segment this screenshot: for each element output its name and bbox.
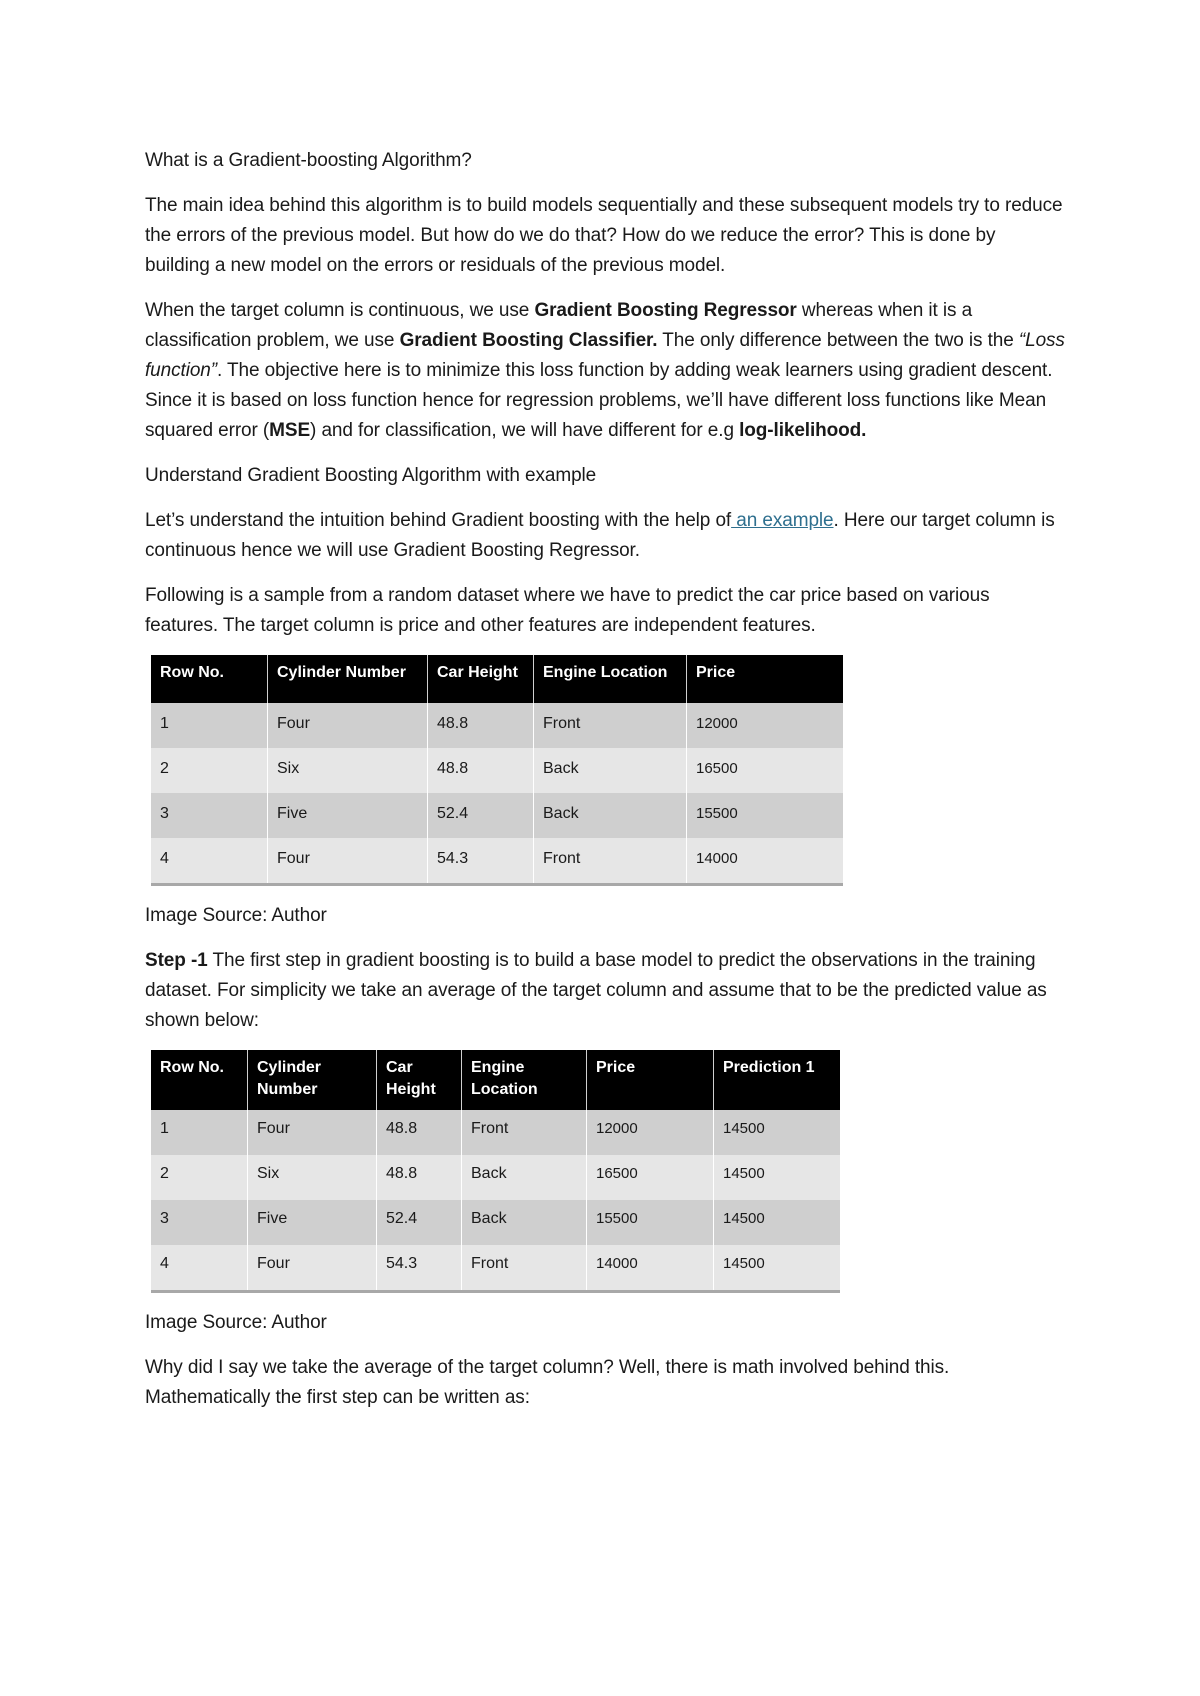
bold-step-1-label: Step -1	[145, 950, 208, 971]
text-run: The only difference between the two is the	[657, 330, 1019, 351]
column-header-cylinder-number: Cylinder Number	[268, 655, 428, 703]
table-cell: Six	[248, 1155, 377, 1200]
table-cell: 54.3	[377, 1245, 462, 1290]
table-cell: 12000	[587, 1110, 714, 1155]
column-header-row-no: Row No.	[151, 655, 268, 703]
table-cell: 16500	[687, 748, 844, 793]
paragraph-why-average: Why did I say we take the average of the target column? Well, there is math involved behind this. Mathematically the first step can be written as:	[145, 1357, 950, 1408]
image-caption: Image Source: Author	[145, 1312, 327, 1333]
column-header-engine-location: Engine Location	[462, 1050, 587, 1110]
table-cell: 52.4	[377, 1200, 462, 1245]
bold-gradient-boosting-classifier: Gradient Boosting Classifier.	[399, 330, 658, 351]
table-row	[151, 1110, 840, 1155]
table-cell: 1	[151, 1110, 248, 1155]
car-dataset-table	[151, 655, 843, 883]
table-cell: 14500	[714, 1200, 841, 1245]
column-header-engine-location: Engine Location	[534, 655, 687, 703]
table-cell: 14500	[714, 1245, 841, 1290]
image-caption: Image Source: Author	[145, 905, 327, 926]
table-cell: 14000	[687, 838, 844, 883]
table-header-row	[151, 1050, 840, 1110]
column-header-car-height: Car Height	[428, 655, 534, 703]
section-heading-gradient-boosting: What is a Gradient-boosting Algorithm?	[145, 150, 472, 171]
table-cell: 14000	[587, 1245, 714, 1290]
column-header-price: Price	[687, 655, 844, 703]
table-cell: Six	[268, 748, 428, 793]
table-cell: Front	[534, 838, 687, 883]
bold-mse: MSE	[269, 420, 311, 441]
paragraph-step-1	[145, 946, 1065, 1036]
table-cell: Back	[534, 748, 687, 793]
text-run: . The objective here is to minimize this loss function by adding weak learners using gradient descent. Since it is based on loss function hence for regression problems, we’ll have different loss functions like Mean squared error (	[145, 360, 1053, 441]
column-header-price: Price	[587, 1050, 714, 1110]
example-link[interactable]: an example	[731, 510, 834, 531]
table-row	[151, 748, 843, 793]
table-cell: Four	[248, 1245, 377, 1290]
table-cell: Four	[248, 1110, 377, 1155]
text-run: whereas when it is a classification problem, we use	[145, 300, 973, 351]
table-cell: 4	[151, 1245, 248, 1290]
text-run: The first step in gradient boosting is to build a base model to predict the observations in the training dataset. For simplicity we take an average of the target column and assume that to be the predicted value as shown below:	[145, 950, 1047, 1031]
table-row	[151, 703, 843, 748]
paragraph-intuition	[145, 506, 1065, 566]
table-cell: 48.8	[428, 748, 534, 793]
table-cell: Back	[534, 793, 687, 838]
table-cell: 3	[151, 793, 268, 838]
table-row	[151, 1155, 840, 1200]
paragraph-main-idea: The main idea behind this algorithm is to build models sequentially and these subsequent models try to reduce the errors of the previous model. But how do we do that? How do we reduce the error? This is done by building a new model on the errors or residuals of the previous model.	[145, 195, 1063, 276]
italic-loss-function: “Loss function”	[145, 330, 1065, 381]
table-cell: 2	[151, 748, 268, 793]
document-body	[145, 146, 1065, 1428]
section-heading-example: Understand Gradient Boosting Algorithm with example	[145, 465, 597, 486]
text-run: . Here our target column is continuous hence we will use Gradient Boosting Regressor.	[145, 510, 1055, 561]
column-header-car-height: Car Height	[377, 1050, 462, 1110]
table-cell: Back	[462, 1155, 587, 1200]
table-cell: 15500	[587, 1200, 714, 1245]
table-row	[151, 1200, 840, 1245]
table-cell: Five	[268, 793, 428, 838]
prediction-table	[151, 1050, 840, 1290]
table-cell: 16500	[587, 1155, 714, 1200]
table-cell: 4	[151, 838, 268, 883]
table-header-row	[151, 655, 843, 703]
table-cell: 48.8	[377, 1110, 462, 1155]
table-cell: Front	[462, 1110, 587, 1155]
table-cell: 48.8	[377, 1155, 462, 1200]
table-cell: Front	[534, 703, 687, 748]
bold-gradient-boosting-regressor: Gradient Boosting Regressor	[534, 300, 797, 321]
table-row	[151, 1245, 840, 1290]
table-cell: Front	[462, 1245, 587, 1290]
text-run: Let’s understand the intuition behind Gradient boosting with the help of	[145, 510, 732, 531]
table-cell: 14500	[714, 1110, 841, 1155]
bold-log-likelihood: log-likelihood.	[739, 420, 867, 441]
column-header-cylinder-number: Cylinder Number	[248, 1050, 377, 1110]
table-cell: 54.3	[428, 838, 534, 883]
table-cell: Four	[268, 838, 428, 883]
table-cell: 12000	[687, 703, 844, 748]
table-row	[151, 793, 843, 838]
table-cell: 15500	[687, 793, 844, 838]
table-cell: 1	[151, 703, 268, 748]
text-run: When the target column is continuous, we use	[145, 300, 535, 321]
table-cell: Four	[268, 703, 428, 748]
table-cell: 2	[151, 1155, 248, 1200]
column-header-prediction-1: Prediction 1	[714, 1050, 841, 1110]
paragraph-regressor-classifier	[145, 296, 1065, 446]
table-row	[151, 838, 843, 883]
table-cell: 48.8	[428, 703, 534, 748]
table-cell: 52.4	[428, 793, 534, 838]
table-cell: Five	[248, 1200, 377, 1245]
paragraph-dataset-sample: Following is a sample from a random dataset where we have to predict the car price based on various features. The target column is price and other features are independent features.	[145, 585, 990, 636]
table-cell: 3	[151, 1200, 248, 1245]
column-header-row-no: Row No.	[151, 1050, 248, 1110]
table-cell: 14500	[714, 1155, 841, 1200]
table-cell: Back	[462, 1200, 587, 1245]
text-run: ) and for classification, we will have different for e.g	[310, 420, 740, 441]
